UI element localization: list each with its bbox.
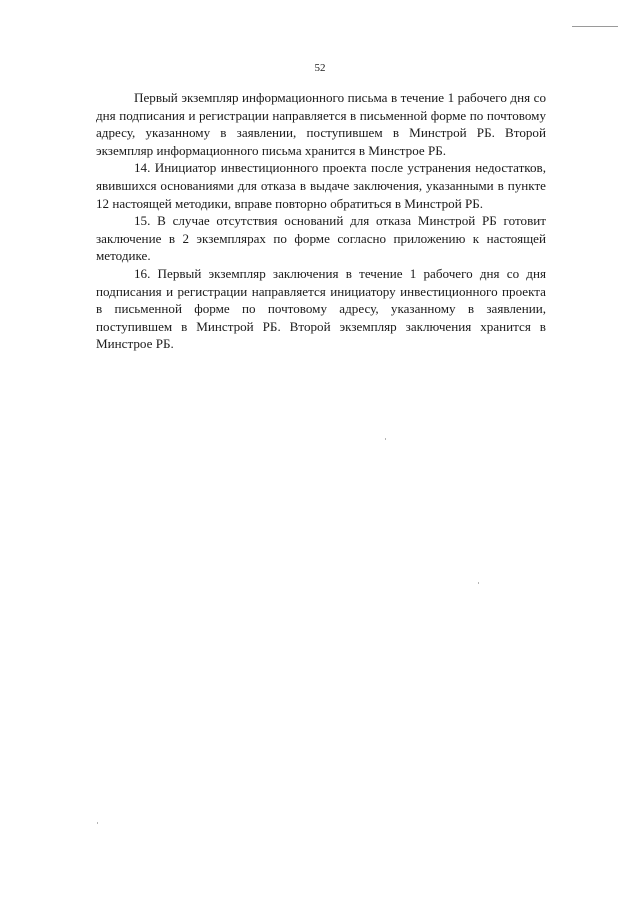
scan-speck — [478, 582, 479, 584]
page-number: 52 — [314, 62, 326, 74]
scan-speck — [97, 822, 98, 824]
document-body — [96, 89, 546, 353]
paragraph-14: 14. Инициатор инвестиционного проекта после устранения недостатков, явившихся основаниями для отказа в выдаче заключения, указанными в пункте 12 настоящей методики, вправе повторно обратиться в Минстрой РБ. — [96, 160, 546, 211]
scan-speck — [385, 438, 386, 440]
paragraph-16: 16. Первый экземпляр заключения в течение 1 рабочего дня со дня подписания и регистрации направляется инициатору инвестиционного проекта в письменной форме по почтовому адресу, указанному в заявлении, поступившем в Минстрой РБ. Второй экземпляр заключения хранится в Минстрое РБ. — [96, 265, 546, 352]
scan-corner-mark — [572, 26, 618, 27]
paragraph-15: 15. В случае отсутствия оснований для отказа Минстрой РБ готовит заключение в 2 экземплярах по форме согласно приложению к настоящей методике. — [96, 213, 546, 264]
paragraph-first-copy-letter: Первый экземпляр информационного письма в течение 1 рабочего дня со дня подписания и регистрации направляется в письменной форме по почтовому адресу, указанному в заявлении, поступившем в Минстрой РБ. Второй экземпляр информационного письма хранится в Минстрое РБ. — [96, 90, 546, 158]
